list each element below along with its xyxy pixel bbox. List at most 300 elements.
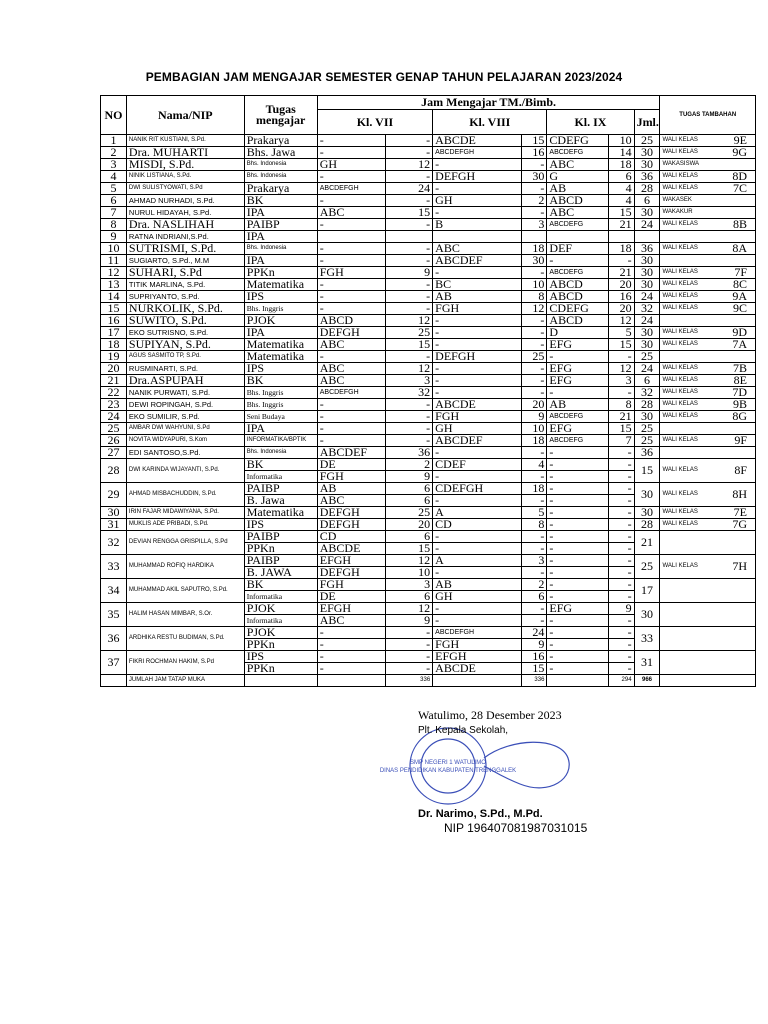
class-7-hours: -	[386, 291, 433, 303]
class-8-groups: EFGH	[433, 651, 521, 663]
total-hours: 24	[634, 219, 660, 231]
class-9-groups: -	[547, 519, 608, 531]
extra-duty-label: WALI KELAS	[662, 413, 698, 419]
class-9-hours: -	[608, 579, 634, 591]
class-9-groups: EFG	[547, 603, 608, 615]
row-number: 17	[101, 327, 127, 339]
extra-duty-cell	[660, 531, 756, 555]
extra-duty-label: WALI KELAS	[662, 137, 698, 143]
class-9-hours: 6	[608, 171, 634, 183]
extra-duty-cell	[660, 651, 756, 675]
class-7-groups: ABCDE	[317, 543, 385, 555]
subject: Matematika	[244, 507, 317, 519]
subject: IPA	[244, 327, 317, 339]
homeroom-class: 7F	[734, 265, 747, 279]
class-7-groups: CD	[317, 531, 385, 543]
class-9-groups: ABCDEFG	[547, 147, 608, 159]
class-8-hours: 2	[521, 195, 547, 207]
class-7-groups: -	[317, 435, 385, 447]
class-8-groups: -	[433, 387, 521, 399]
class-8-groups: -	[433, 315, 521, 327]
total-hours: 6	[634, 195, 660, 207]
teacher-name: NURUL HIDAYAH, S.Pd.	[126, 207, 244, 219]
class-7-hours: 25	[386, 507, 433, 519]
class-9-hours: -	[608, 591, 634, 603]
class-9-hours: -	[608, 531, 634, 543]
class-8-groups: B	[433, 219, 521, 231]
class-7-hours: 15	[386, 207, 433, 219]
extra-duty-label: WALI KELAS	[662, 293, 698, 299]
class-9-hours: 20	[608, 303, 634, 315]
total-hours: 32	[634, 303, 660, 315]
class-9-groups: CDEFG	[547, 135, 608, 147]
teacher-name: NURKOLIK, S.Pd.	[126, 303, 244, 315]
class-9-groups: ABCDEFG	[547, 411, 608, 423]
teacher-name: SUPIYAN, S.Pd.	[126, 339, 244, 351]
class-9-groups: -	[547, 663, 608, 675]
class-8-groups: GH	[433, 195, 521, 207]
class-7-groups: ABC	[317, 615, 385, 627]
class-8-hours: -	[521, 339, 547, 351]
extra-duty-cell	[660, 303, 756, 315]
class-9-groups: D	[547, 327, 608, 339]
class-9-hours: -	[608, 495, 634, 507]
teacher-name: SUTRISMI, S.Pd.	[126, 243, 244, 255]
class-9-hours: 21	[608, 411, 634, 423]
teacher-name: SUHARI, S.Pd	[126, 267, 244, 279]
class-9-hours: -	[608, 639, 634, 651]
row-number: 29	[101, 483, 127, 507]
class-7-hours: 15	[386, 339, 433, 351]
class-9-hours: 3	[608, 375, 634, 387]
subject: IPA	[244, 231, 317, 243]
class-7-groups: -	[317, 663, 385, 675]
class-7-hours: 6	[386, 591, 433, 603]
row-number: 24	[101, 411, 127, 423]
class-7-hours: 25	[386, 327, 433, 339]
class-9-groups: ABC	[547, 159, 608, 171]
subject: PAIBP	[244, 531, 317, 543]
signer-nip: NIP 196407081987031015	[444, 821, 588, 835]
row-number: 20	[101, 363, 127, 375]
row-number: 37	[101, 651, 127, 675]
class-8-groups: ABCDEFGH	[433, 147, 521, 159]
teacher-name: RUSMINARTI, S.Pd.	[126, 363, 244, 375]
total-hours: 30	[634, 327, 660, 339]
class-9-hours: -	[608, 447, 634, 459]
table-row	[101, 219, 756, 231]
class-8-hours: 18	[521, 243, 547, 255]
subject: Bhs. Indonesia	[244, 159, 317, 171]
class-7-groups: ABC	[317, 339, 385, 351]
subject: BK	[244, 459, 317, 471]
header-class-8: Kl. VIII	[433, 110, 547, 135]
class-9-hours: -	[608, 615, 634, 627]
extra-duty-cell	[660, 459, 756, 483]
extra-duty-label: WAKAKUR	[662, 209, 693, 215]
class-7-hours: -	[386, 279, 433, 291]
class-9-hours: -	[608, 555, 634, 567]
extra-duty-cell	[660, 339, 756, 351]
class-7-groups: ABCDEFGH	[317, 387, 385, 399]
class-8-groups: -	[433, 267, 521, 279]
extra-duty-label: WALI KELAS	[662, 521, 698, 527]
class-7-groups: -	[317, 147, 385, 159]
total-hours: 30	[634, 603, 660, 627]
teacher-name: DWI SULISTYOWATI, S.Pd	[126, 183, 244, 195]
class-9-groups: EFG	[547, 339, 608, 351]
schedule-table	[100, 95, 756, 687]
homeroom-class: 9D	[732, 325, 747, 339]
teacher-name: Dra. MUHARTI	[126, 147, 244, 159]
class-7-groups: -	[317, 243, 385, 255]
total-hours: 25	[634, 351, 660, 363]
class-7-groups: ABC	[317, 495, 385, 507]
class-8-groups: ABCDE	[433, 663, 521, 675]
class-7-hours: 36	[386, 447, 433, 459]
class-8-hours: -	[521, 387, 547, 399]
class-8-hours: 9	[521, 639, 547, 651]
header-extra-duty: TUGAS TAMBAHAN	[660, 96, 756, 135]
class-9-groups: -	[547, 495, 608, 507]
class-9-hours: -	[608, 567, 634, 579]
class-7-hours: 6	[386, 495, 433, 507]
class-9-hours: 4	[608, 195, 634, 207]
class-8-groups: FGH	[433, 411, 521, 423]
homeroom-class: 9G	[732, 145, 747, 159]
subject: Matematika	[244, 351, 317, 363]
class-9-groups: -	[547, 543, 608, 555]
class-9-hours: -	[608, 543, 634, 555]
row-number: 1	[101, 135, 127, 147]
extra-duty-label: WALI KELAS	[662, 305, 698, 311]
teacher-name: NOVITA WIDYAPURI, S.Kom	[126, 435, 244, 447]
class-8-hours: 5	[521, 507, 547, 519]
class-9-groups: -	[547, 555, 608, 567]
subject: Matematika	[244, 279, 317, 291]
class-8-groups: -	[433, 159, 521, 171]
subject: B. JAWA	[244, 567, 317, 579]
subject: Informatika	[244, 615, 317, 627]
class-8-hours: -	[521, 495, 547, 507]
class-7-hours: 12	[386, 603, 433, 615]
homeroom-class: 7C	[732, 181, 747, 195]
class-8-groups: A	[433, 507, 521, 519]
total-hours: 24	[634, 363, 660, 375]
header-total: Jml.	[634, 110, 660, 135]
extra-duty-label: WALI KELAS	[662, 329, 698, 335]
class-7-hours: -	[386, 423, 433, 435]
row-number: 6	[101, 195, 127, 207]
class-9-groups: ABCD	[547, 279, 608, 291]
total-hours: 30	[634, 279, 660, 291]
class-9-groups: G	[547, 171, 608, 183]
extra-duty-cell	[660, 483, 756, 507]
extra-duty-cell	[660, 447, 756, 459]
homeroom-class: 9B	[732, 397, 747, 411]
subject: PAIBP	[244, 219, 317, 231]
row-number: 36	[101, 627, 127, 651]
teacher-name: AHMAD NURHADI, S.Pd.	[126, 195, 244, 207]
class-7-groups: ABC	[317, 363, 385, 375]
class-8-groups: A	[433, 555, 521, 567]
class-9-hours: 15	[608, 207, 634, 219]
header-hours: Jam Mengajar TM./Bimb.	[317, 96, 660, 110]
row-number: 5	[101, 183, 127, 195]
place-date: Watulimo, 28 Desember 2023	[418, 708, 562, 722]
homeroom-class: 8D	[732, 169, 747, 183]
class-8-groups: FGH	[433, 303, 521, 315]
total-hours: 33	[634, 627, 660, 651]
total-hours: 32	[634, 387, 660, 399]
total-class-8: 336	[521, 675, 547, 687]
subject: PJOK	[244, 603, 317, 615]
subject: B. Jawa	[244, 495, 317, 507]
extra-duty-cell	[660, 243, 756, 255]
extra-duty-label: WALI KELAS	[662, 173, 698, 179]
subject: INFORMATIKA/BPTIK	[244, 435, 317, 447]
class-9-groups: DEF	[547, 243, 608, 255]
teacher-name: NANIK PURWATI, S.Pd.	[126, 387, 244, 399]
class-9-hours: -	[608, 663, 634, 675]
class-8-hours: 25	[521, 351, 547, 363]
total-hours: 36	[634, 447, 660, 459]
subject: Bhs. Inggris	[244, 399, 317, 411]
signer-position: Plt. Kepala Sekolah,	[418, 725, 509, 736]
header-name: Nama/NIP	[126, 96, 244, 135]
class-8-hours: -	[521, 315, 547, 327]
class-7-groups: DEFGH	[317, 519, 385, 531]
class-9-groups: AB	[547, 399, 608, 411]
homeroom-class: 8A	[732, 241, 747, 255]
subject: PAIBP	[244, 483, 317, 495]
teacher-name: EKO SUMILIR, S.Pd.	[126, 411, 244, 423]
row-number: 14	[101, 291, 127, 303]
class-9-groups: EFG	[547, 423, 608, 435]
extra-duty-label: WALI KELAS	[662, 563, 698, 569]
class-8-hours: 30	[521, 255, 547, 267]
teacher-name: MUHAMMAD AKIL SAPUTRO, S.Pd.	[126, 579, 244, 603]
class-9-groups: -	[547, 531, 608, 543]
totals-label: JUMLAH JAM TATAP MUKA	[126, 675, 244, 687]
teacher-name: AMBAR DWI WAHYUNI, S.Pd	[126, 423, 244, 435]
class-9-groups: ABCDEFG	[547, 267, 608, 279]
class-8-hours: 3	[521, 219, 547, 231]
class-8-groups: -	[433, 207, 521, 219]
class-9-groups: -	[547, 507, 608, 519]
class-8-groups: DEFGH	[433, 171, 521, 183]
row-number: 13	[101, 279, 127, 291]
subject: PPKn	[244, 663, 317, 675]
class-7-hours: 12	[386, 363, 433, 375]
class-7-groups: -	[317, 627, 385, 639]
subject: PPKn	[244, 267, 317, 279]
class-7-groups: -	[317, 303, 385, 315]
extra-duty-cell	[660, 579, 756, 603]
homeroom-class: 8E	[733, 373, 747, 387]
total-hours: 30	[634, 507, 660, 519]
homeroom-class: 8G	[732, 409, 747, 423]
total-hours: 25	[634, 135, 660, 147]
teacher-name: SUGIARTO, S.Pd., M.M	[126, 255, 244, 267]
homeroom-class: 9C	[732, 301, 747, 315]
extra-duty-label: WALI KELAS	[662, 377, 698, 383]
homeroom-class: 7A	[732, 337, 747, 351]
class-8-groups: ABCDE	[433, 135, 521, 147]
row-number: 8	[101, 219, 127, 231]
class-8-groups: GH	[433, 591, 521, 603]
totals-row	[101, 675, 756, 687]
class-7-groups: -	[317, 219, 385, 231]
teacher-name: AGUS SASMITO TP, S.Pd.	[126, 351, 244, 363]
total-hours: 25	[634, 435, 660, 447]
class-7-hours: -	[386, 195, 433, 207]
class-7-hours: 3	[386, 375, 433, 387]
class-9-hours: -	[608, 483, 634, 495]
class-9-hours: 21	[608, 267, 634, 279]
class-9-groups: -	[547, 447, 608, 459]
totals-blank	[101, 675, 127, 687]
teacher-name: SUWITO, S.Pd.	[126, 315, 244, 327]
class-9-groups: -	[547, 591, 608, 603]
header-class-9: Kl. IX	[547, 110, 634, 135]
subject: Informatika	[244, 471, 317, 483]
teacher-name: MISDI, S.Pd.	[126, 159, 244, 171]
total-hours: 28	[634, 519, 660, 531]
class-9-hours: -	[608, 507, 634, 519]
class-7-groups: -	[317, 171, 385, 183]
teacher-name: MUKLIS ADE PRIBADI, S.Pd.	[126, 519, 244, 531]
homeroom-class: 7H	[732, 559, 747, 573]
subject: BK	[244, 375, 317, 387]
subject: IPS	[244, 291, 317, 303]
class-8-hours: -	[521, 531, 547, 543]
totals-blank	[244, 675, 317, 687]
class-7-groups: GH	[317, 159, 385, 171]
class-7-groups: -	[317, 135, 385, 147]
class-8-hours: 15	[521, 663, 547, 675]
total-hours: 30	[634, 207, 660, 219]
class-8-hours: 2	[521, 579, 547, 591]
class-9-hours: 18	[608, 159, 634, 171]
class-8-hours: 10	[521, 423, 547, 435]
teacher-name: DWI KARINDA WIJAYANTI, S.Pd.	[126, 459, 244, 483]
row-number: 25	[101, 423, 127, 435]
teacher-name: NANIK RIT KUSTIANI, S.Pd.	[126, 135, 244, 147]
class-9-groups: -	[547, 579, 608, 591]
class-7-hours: 3	[386, 579, 433, 591]
class-9-groups: ABCD	[547, 291, 608, 303]
extra-duty-cell	[660, 603, 756, 627]
row-number: 4	[101, 171, 127, 183]
teacher-name: FIKRI ROCHMAN HAKIM, S.Pd	[126, 651, 244, 675]
class-7-groups: AB	[317, 483, 385, 495]
total-hours: 30	[634, 147, 660, 159]
row-number: 34	[101, 579, 127, 603]
class-9-hours: 20	[608, 279, 634, 291]
class-7-hours: 6	[386, 531, 433, 543]
homeroom-class: 7E	[733, 505, 747, 519]
subject: IPA	[244, 207, 317, 219]
extra-duty-label: WALI KELAS	[662, 365, 698, 371]
class-7-hours: -	[386, 435, 433, 447]
total-hours: 36	[634, 243, 660, 255]
class-8-hours: -	[521, 183, 547, 195]
total-hours: 36	[634, 171, 660, 183]
class-7-hours: 9	[386, 615, 433, 627]
class-9-groups: -	[547, 351, 608, 363]
total-hours: 30	[634, 411, 660, 423]
extra-duty-label: WALI KELAS	[662, 281, 698, 287]
extra-duty-cell	[660, 627, 756, 651]
extra-duty-cell	[660, 435, 756, 447]
class-7-hours: -	[386, 663, 433, 675]
class-9-groups: CDEFG	[547, 303, 608, 315]
class-8-hours: -	[521, 159, 547, 171]
class-7-hours: 9	[386, 471, 433, 483]
subject: BK	[244, 579, 317, 591]
teacher-name: DEVIAN RENGGA GRISPILLA, S.Pd	[126, 531, 244, 555]
class-7-groups: -	[317, 351, 385, 363]
class-7-groups: FGH	[317, 267, 385, 279]
class-9-hours: -	[608, 627, 634, 639]
teacher-name: NINIK LISTIANA, S.Pd.	[126, 171, 244, 183]
class-9-groups: ABCDEFG	[547, 435, 608, 447]
row-number: 35	[101, 603, 127, 627]
class-9-hours: 5	[608, 327, 634, 339]
class-7-hours: 15	[386, 543, 433, 555]
teacher-name: HALIM HASAN MIMBAR, S.Or.	[126, 603, 244, 627]
row-number: 23	[101, 399, 127, 411]
class-8-hours: 24	[521, 627, 547, 639]
class-7-groups: -	[317, 291, 385, 303]
class-8-groups: CDEF	[433, 459, 521, 471]
row-number: 16	[101, 315, 127, 327]
class-8-hours: -	[521, 363, 547, 375]
class-8-hours: 6	[521, 591, 547, 603]
extra-duty-label: WALI KELAS	[662, 437, 698, 443]
subject: IPA	[244, 423, 317, 435]
teacher-name: MUHAMMAD ROFIQ HARDIKA	[126, 555, 244, 579]
class-7-hours: 12	[386, 315, 433, 327]
header-no: NO	[101, 96, 127, 135]
subject: Informatika	[244, 591, 317, 603]
class-8-hours: 18	[521, 483, 547, 495]
class-9-hours: 9	[608, 603, 634, 615]
class-7-groups: EFGH	[317, 603, 385, 615]
teacher-name: DEWI ROPINGAH, S.Pd.	[126, 399, 244, 411]
class-8-groups: -	[433, 567, 521, 579]
class-7-hours: -	[386, 651, 433, 663]
class-8-hours: 15	[521, 135, 547, 147]
class-8-hours: 8	[521, 291, 547, 303]
totals-blank	[317, 675, 385, 687]
total-hours: 30	[634, 267, 660, 279]
class-8-hours: 12	[521, 303, 547, 315]
class-9-hours: -	[608, 519, 634, 531]
class-8-hours: -	[521, 567, 547, 579]
class-7-hours: -	[386, 135, 433, 147]
class-9-hours: 16	[608, 291, 634, 303]
class-8-hours: -	[521, 603, 547, 615]
class-8-hours: 9	[521, 411, 547, 423]
class-7-groups: ABCD	[317, 315, 385, 327]
class-8-groups: -	[433, 375, 521, 387]
class-8-groups: GH	[433, 423, 521, 435]
class-7-hours: -	[386, 255, 433, 267]
class-9-hours: -	[608, 651, 634, 663]
class-7-groups: -	[317, 399, 385, 411]
